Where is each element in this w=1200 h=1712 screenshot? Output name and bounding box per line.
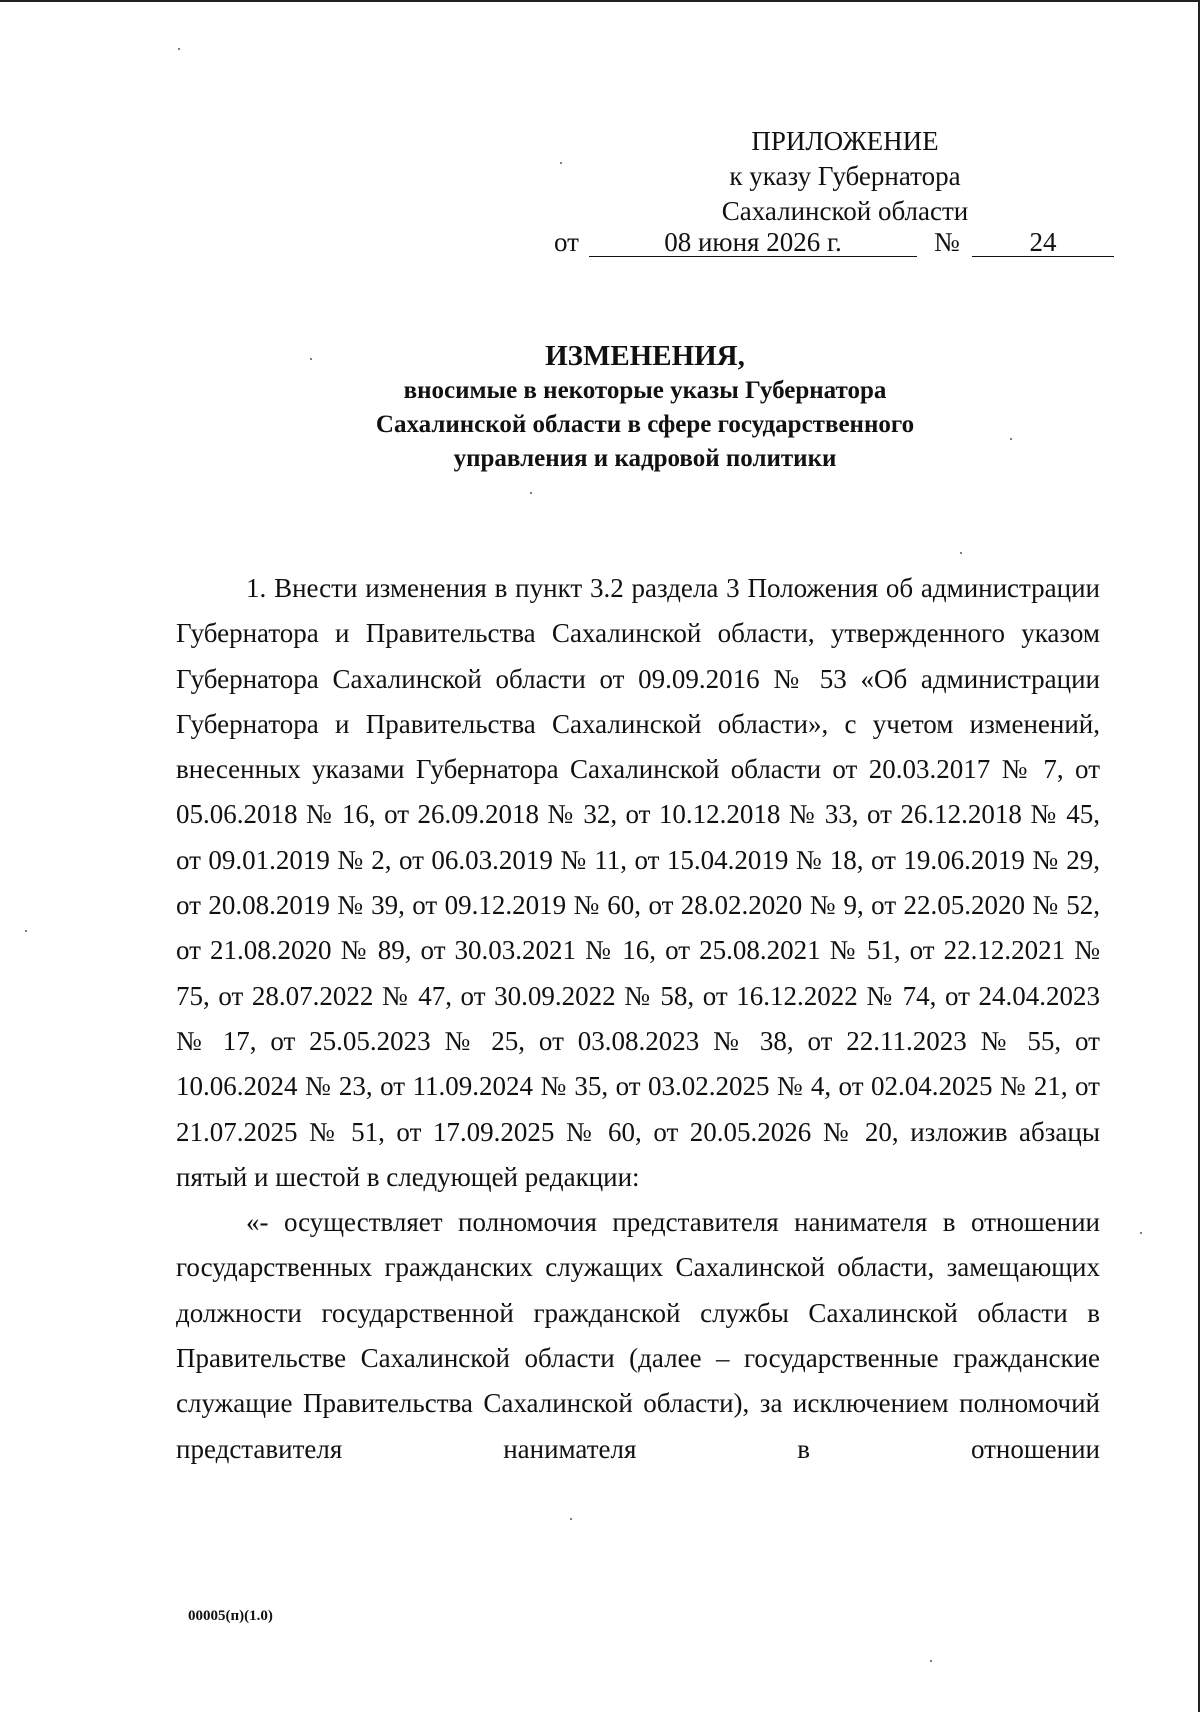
scan-edge-top [0, 0, 1200, 2]
appendix-region: Сахалинской области [721, 196, 969, 226]
scan-speck [1140, 1232, 1142, 1234]
title-line-3: управления и кадровой политики [453, 445, 837, 472]
appendix-header [700, 124, 990, 229]
number-label: № [934, 227, 960, 257]
paragraph-2: «- осуществляет полномочия представителя нанимателя в отношении государственных гражданских служащих Сахалинской области, замещающих должности государственной гражданской службы Сахалинской области в Правительстве Сахалинской области (далее – государственные гражданские служащие Правительства Сахалинской области), за исключением полномочий представителя нанимателя в отношении [176, 1207, 1100, 1464]
from-label: от [554, 227, 579, 257]
form-code: 00005(п)(1.0) [188, 1608, 273, 1624]
scan-speck [960, 552, 962, 554]
appendix-label: ПРИЛОЖЕНИЕ [751, 126, 939, 156]
title-main: ИЗМЕНЕНИЯ, [545, 340, 745, 372]
scan-speck [25, 930, 27, 932]
scan-speck [310, 358, 312, 360]
scan-speck [1010, 438, 1012, 440]
paragraph-1: 1. Внести изменения в пункт 3.2 раздела 3 Положения об администрации Губернатора и Правительства Сахалинской области, утвержденного указом Губернатора Сахалинской области от 09.09.2016 № 53 «Об администрации Губернатора и Правительства Сахалинской области», с учетом изменений, внесенных указами Губернатора Сахалинской области от 20.03.2017 № 7, от 05.06.2018 № 16, от 26.09.2018 № 32, от 10.12.2018 № 33, от 26.12.2018 № 45, от 09.01.2019 № 2, от 06.03.2019 № 11, от 15.04.2019 № 18, от 19.06.2019 № 29, от 20.08.2019 № 39, от 09.12.2019 № 60, от 28.02.2020 № 9, от 22.05.2020 № 52, от 21.08.2020 № 89, от 30.03.2021 № 16, от 25.08.2021 № 51, от 22.12.2021 № 75, от 28.07.2022 № 47, от 30.09.2022 № 58, от 16.12.2022 № 74, от 24.04.2023 № 17, от 25.05.2023 № 25, от 03.08.2023 № 38, от 22.11.2023 № 55, от 10.06.2024 № 23, от 11.09.2024 № 35, от 03.02.2025 № 4, от 02.04.2025 № 21, от 21.07.2025 № 51, от 17.09.2025 № 60, от 20.05.2026 № 20, изложив абзацы пятый и шестой в следующей редакции: [176, 573, 1100, 1192]
document-body [176, 566, 1100, 1472]
title-line-2: Сахалинской области в сфере государственного [375, 411, 915, 438]
appendix-to-decree: к указу Губернатора [729, 161, 961, 191]
scan-speck [178, 48, 180, 50]
scan-speck [560, 162, 562, 164]
scan-speck [930, 1660, 932, 1662]
document-title [300, 338, 990, 476]
scan-speck [530, 492, 532, 494]
title-line-1: вносимые в некоторые указы Губернатора [403, 377, 887, 404]
decree-date: 08 июня 2026 г. [589, 225, 917, 257]
decree-number: 24 [972, 225, 1114, 257]
scan-speck [570, 1518, 572, 1520]
